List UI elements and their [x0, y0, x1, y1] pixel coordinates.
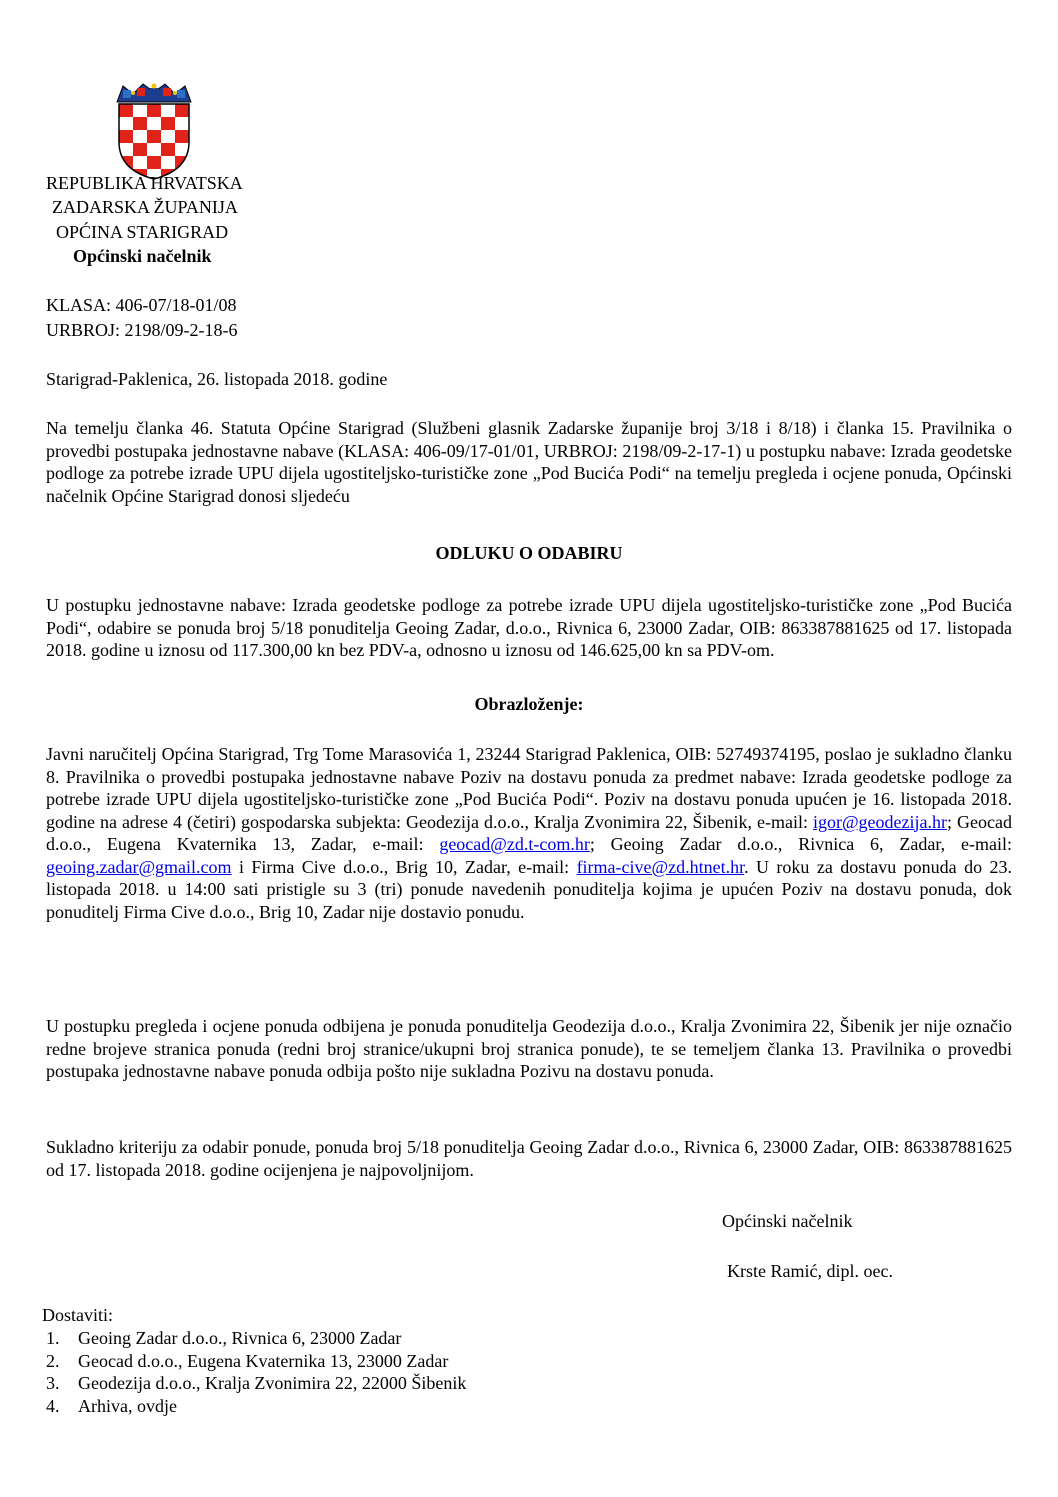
- intro-paragraph: Na temelju članka 46. Statuta Općine Starigrad (Službeni glasnik Zadarske županije broj 3/18 i 8/18) i članka 15. Pravilnika o provedbi postupaka jednostavne nabave (KLASA: 406-09/17-01/01, URBROJ: 2198/09-2-17-1) u postupku nabave: Izrada geodetske podloge za potrebe izrade UPU dijela ugostiteljsko-turističke zone „Pod Bucića Podi“ na temelju pregleda i ocjene ponuda, Općinski načelnik Općine Starigrad donosi sljedeću: [46, 418, 1012, 506]
- decision-title: ODLUKU O ODABIRU: [435, 543, 623, 563]
- signature-name: Krste Ramić, dipl. oec.: [727, 1261, 893, 1281]
- croatian-coat-of-arms-icon: [113, 80, 195, 180]
- urbroj-reference: URBROJ: 2198/09-2-18-6: [46, 320, 238, 340]
- email-link-geoing[interactable]: geoing.zadar@gmail.com: [46, 856, 232, 877]
- header-line-county: ZADARSKA ŽUPANIJA: [52, 197, 238, 217]
- place-date: Starigrad-Paklenica, 26. listopada 2018. godine: [46, 369, 388, 389]
- email-link-firma-cive[interactable]: firma-cive@zd.htnet.hr: [576, 856, 745, 877]
- decision-paragraph: U postupku jednostavne nabave: Izrada geodetske podloge za potrebe izrade UPU dijela ugostiteljsko-turističke zone „Pod Bucića Podi“, odabire se ponuda broj 5/18 ponuditelja Geoing Zadar, d.o.o., Rivnica 6, 23000 Zadar, OIB: 863387881625 od 17. listopada 2018. godine u iznosu od 117.300,00 kn bez PDV-a, odnosno u iznosu od 146.625,00 kn sa PDV-om.: [46, 595, 1012, 660]
- header-line-office: Općinski načelnik: [73, 246, 212, 266]
- list-item: 4. Arhiva, ovdje: [46, 1395, 177, 1416]
- email-link-geodezija[interactable]: igor@geodezija.hr: [812, 811, 948, 832]
- email-link-geocad[interactable]: geocad@zd.t-com.hr: [439, 834, 590, 854]
- checkerboard-shield: [119, 104, 189, 180]
- list-item: 1. Geoing Zadar d.o.o., Rivnica 6, 23000 Zadar: [46, 1328, 402, 1348]
- distribution-title: Dostaviti:: [42, 1305, 113, 1325]
- header-line-republic: REPUBLIKA HRVATSKA: [46, 173, 243, 193]
- header-line-municipality: OPĆINA STARIGRAD: [56, 222, 229, 242]
- crown-icon: [117, 84, 191, 103]
- reasoning-paragraph-2: U postupku pregleda i ocjene ponuda odbijena je ponuda ponuditelja Geodezija d.o.o., Kralja Zvonimira 22, Šibenik jer nije označio redne brojeve stranica ponuda (redni broj stranice/ukupni broj stranica ponude), te se temeljem članka 13. Pravilnika o provedbi postupaka jednostavne nabave ponuda odbija pošto nije sukladna Pozivu na dostavu ponuda.: [46, 1016, 1012, 1081]
- reasoning-text-e: . U roku za dostavu ponuda do 23. listopada 2018. u 14:00 sati pristigle su 3 (tri) ponude navedenih ponuditelja kojima je upućen Poziv na dostavu ponuda, dok ponuditelj Firma Cive d.o.o., Brig 10, Zadar nije dostavio ponudu.: [46, 856, 1013, 922]
- reasoning-paragraph-3: Sukladno kriteriju za odabir ponude, ponuda broj 5/18 ponuditelja Geoing Zadar d.o.o., Rivnica 6, 23000 Zadar, OIB: 863387881625 od 17. listopada 2018. godine ocijenjena je najpovoljnijom.: [46, 1137, 1012, 1180]
- reasoning-text-a: Javni naručitelj Općina Starigrad, Trg Tome Marasovića 1, 23244 Starigrad Paklenica, OIB: 52749374195, poslao je sukladno članku 8. Pravilnika o provedbi postupaka jednostavne nabave Poziv na dostavu ponuda za predmet nabave: Izrada geodetske podloge za potrebe izrade UPU dijela ugostiteljsko-turističke zone „Pod Bucića Podi“. Poziv na dostavu ponuda upućen je 16. listopada 2018. godine na adrese 4 (četiri) gospodarska subjekta: Geodezija d.o.o., Kralja Zvonimira 22, Šibenik, e-mail:: [46, 744, 1012, 832]
- reasoning-text-c: ; Geoing Zadar d.o.o., Rivnica 6, Zadar, e-mail:: [589, 834, 1012, 854]
- reasoning-title: Obrazloženje:: [474, 694, 584, 714]
- list-item: 2. Geocad d.o.o., Eugena Kvaternika 13, 23000 Zadar: [46, 1350, 449, 1371]
- reasoning-text-d: i Firma Cive d.o.o., Brig 10, Zadar, e-mail:: [231, 856, 577, 877]
- klasa-reference: KLASA: 406-07/18-01/08: [46, 295, 237, 315]
- list-item: 3. Geodezija d.o.o., Kralja Zvonimira 22, 22000 Šibenik: [46, 1373, 467, 1393]
- reasoning-paragraph-1: [46, 743, 1012, 923]
- signature-role: Općinski načelnik: [722, 1211, 853, 1231]
- reasoning-text-b: ; Geocad d.o.o., Eugena Kvaternika 13, Zadar, e-mail:: [46, 811, 1012, 854]
- distribution-list: [46, 1327, 466, 1417]
